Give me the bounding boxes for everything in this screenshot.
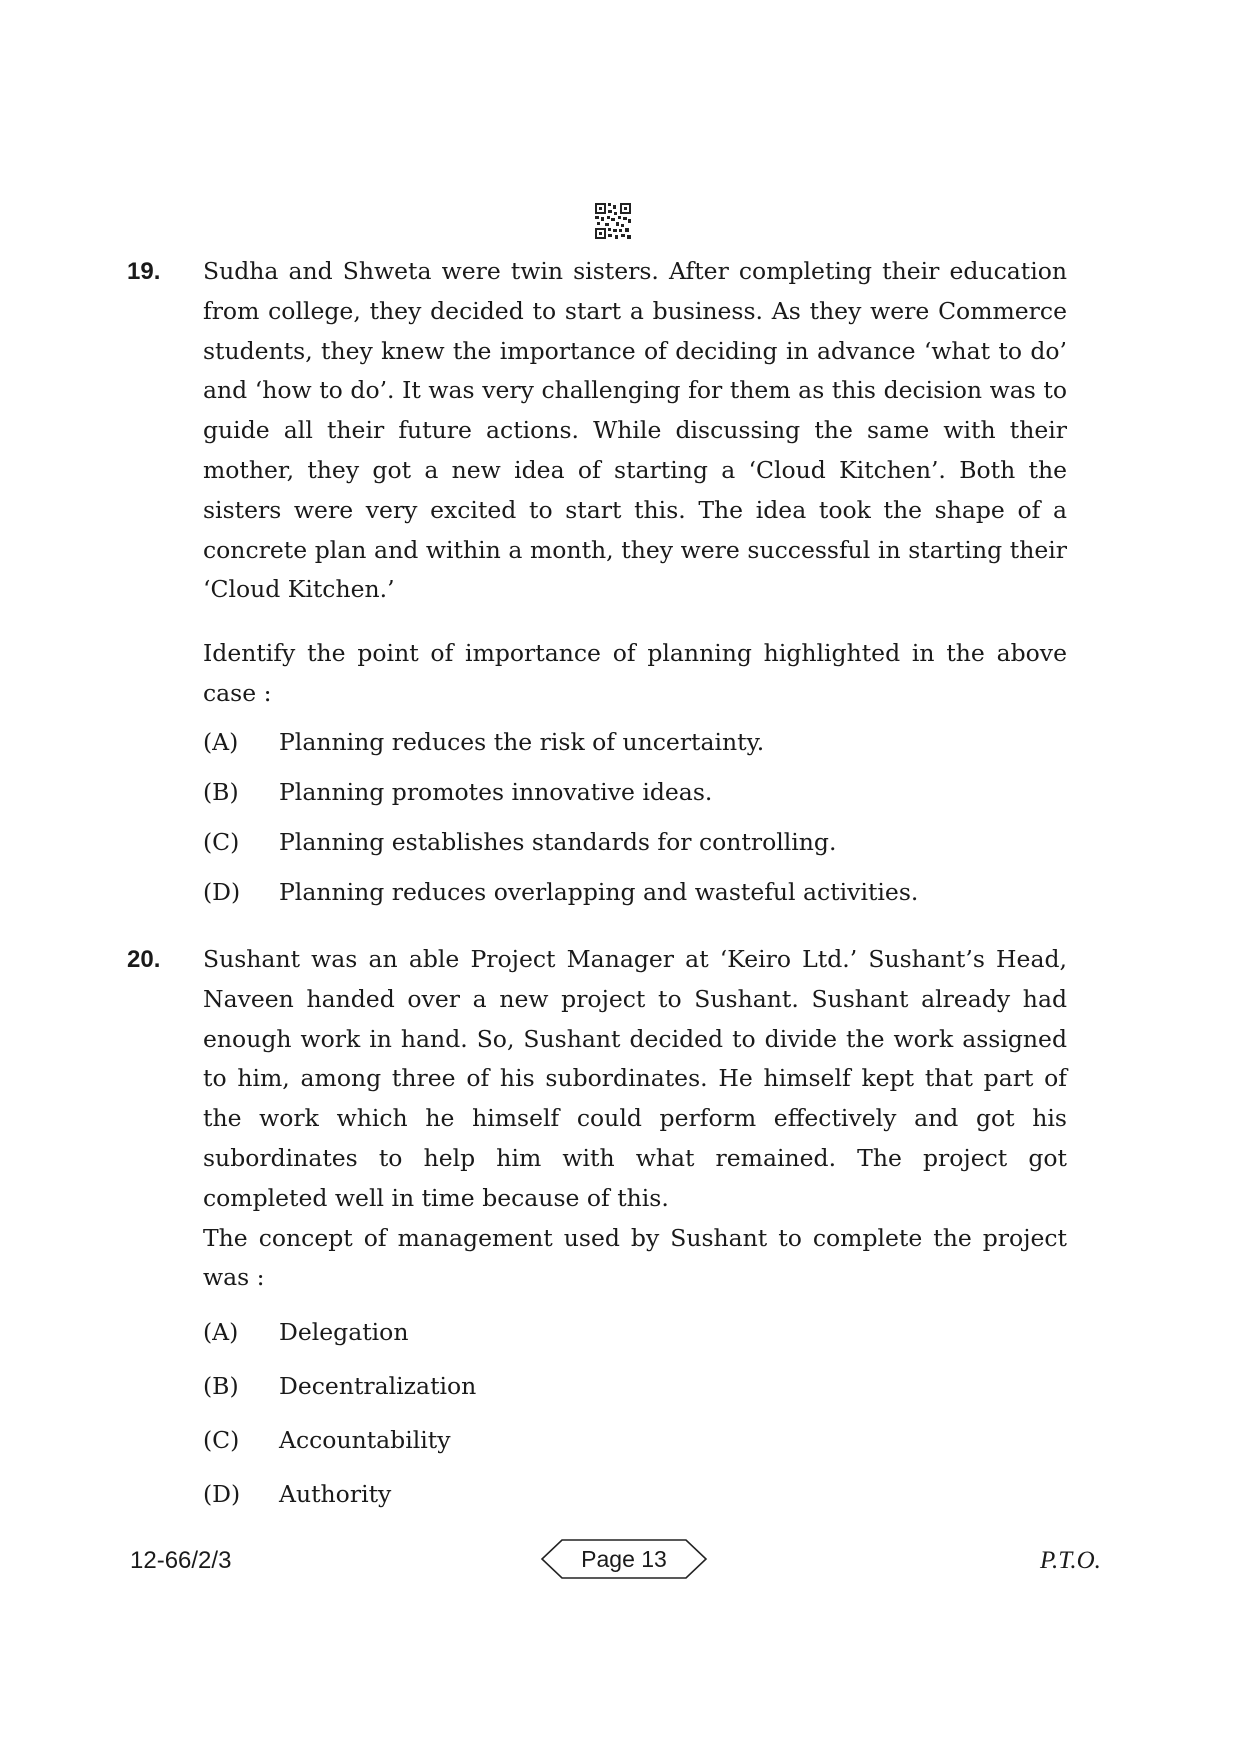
- option-b[interactable]: [203, 1366, 1067, 1406]
- paper-code: 12-66/2/3: [130, 1547, 232, 1574]
- option-c[interactable]: [203, 822, 1067, 862]
- option-letter: (A): [203, 727, 239, 756]
- option-text: Delegation: [279, 1318, 409, 1347]
- option-d[interactable]: [203, 872, 1067, 912]
- option-text: Planning reduces overlapping and wasteful activities.: [279, 877, 919, 906]
- question-passage: Sudha and Shweta were twin sisters. After completing their education from college, they decided to start a business. As they were Commerce students, they knew the importance of deciding in advance ‘what to do’ and ‘how to do’. It was very challenging for them as this decision was to guide all their future actions. While discussing the same with their mother, they got a new idea of starting a ‘Cloud Kitchen’. Both the sisters were very excited to start this. The idea took the shape of a concrete plan and within a month, they were successful in starting their ‘Cloud Kitchen.’: [203, 257, 1067, 604]
- question-prompt: Identify the point of importance of planning highlighted in the above case :: [203, 639, 1067, 707]
- pto-label: P.T.O.: [1040, 1547, 1101, 1574]
- option-text: Planning reduces the risk of uncertainty.: [279, 727, 765, 756]
- option-text: Decentralization: [279, 1372, 477, 1401]
- option-letter: (A): [203, 1318, 239, 1347]
- option-d[interactable]: [203, 1474, 1067, 1514]
- question-prompt: The concept of management used by Sushant to complete the project was :: [203, 1223, 1067, 1292]
- question-number: 19.: [127, 258, 161, 285]
- page-number-badge: [540, 1538, 708, 1580]
- question-passage: Sushant was an able Project Manager at ‘Keiro Ltd.’ Sushant’s Head, Naveen handed over a new project to Sushant. Sushant already had enough work in hand. So, Sushant decided to divide the work assigned to him, among three of his subordinates. He himself kept that part of the work which he himself could perform effectively and got his subordinates to help him with what remained. The project got completed well in time because of this.: [203, 945, 1067, 1212]
- option-letter: (C): [203, 827, 240, 856]
- option-letter: (D): [203, 1480, 241, 1509]
- question-body: [203, 252, 1067, 912]
- question-body: [203, 940, 1067, 1514]
- question-number: 20.: [127, 946, 161, 973]
- option-text: Accountability: [279, 1426, 451, 1455]
- question-19: [127, 252, 1067, 912]
- option-list: [203, 722, 1067, 912]
- qr-code-icon: [594, 202, 632, 240]
- option-b[interactable]: [203, 772, 1067, 812]
- option-letter: (D): [203, 877, 241, 906]
- option-text: Planning promotes innovative ideas.: [279, 777, 713, 806]
- option-text: Planning establishes standards for controlling.: [279, 827, 837, 856]
- option-letter: (B): [203, 777, 239, 806]
- option-list: [203, 1312, 1067, 1514]
- option-letter: (B): [203, 1372, 239, 1401]
- page-number: Page 13: [581, 1546, 667, 1572]
- option-a[interactable]: [203, 722, 1067, 762]
- question-20: [127, 940, 1067, 1520]
- option-letter: (C): [203, 1426, 240, 1455]
- option-c[interactable]: [203, 1420, 1067, 1460]
- option-a[interactable]: [203, 1312, 1067, 1352]
- option-text: Authority: [279, 1480, 392, 1509]
